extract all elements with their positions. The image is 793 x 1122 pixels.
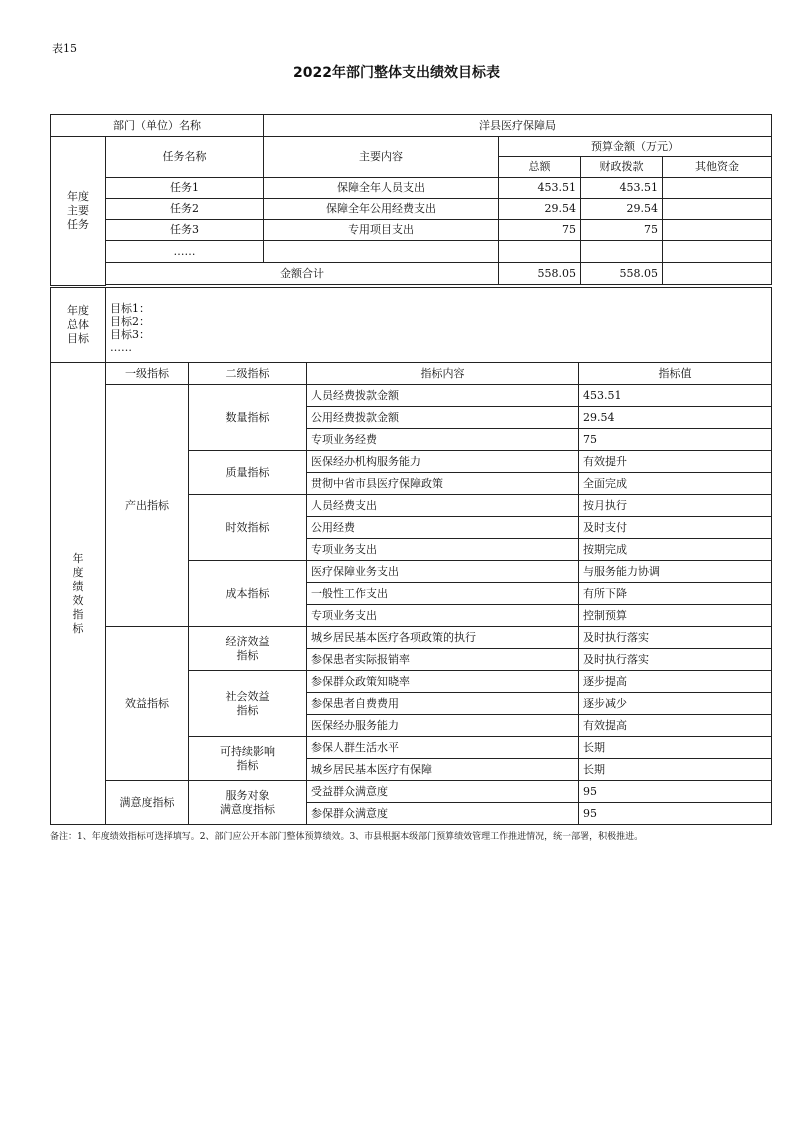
indicator-content: 城乡居民基本医疗各项政策的执行 [307,627,579,649]
indicator-content: 参保患者自费费用 [307,693,579,715]
level2-indicator: 质量指标 [189,451,307,495]
indicator-content: 专项业务支出 [307,605,579,627]
col-task-name: 任务名称 [106,137,264,178]
col-total: 总额 [499,157,581,178]
sum-other [663,263,772,285]
tasks-table [50,114,772,286]
indicator-content: 参保人群生活水平 [307,737,579,759]
indicator-value: 按月执行 [579,495,772,517]
indicator-value: 29.54 [579,407,772,429]
indicator-content: 医保经办机构服务能力 [307,451,579,473]
task-row: 任务2 保障全年公用经费支出 29.54 29.54 [51,199,772,220]
task-row: 任务3 专用项目支出 75 75 [51,220,772,241]
indicator-content: 专项业务支出 [307,539,579,561]
indicator-value: 95 [579,803,772,825]
indicator-content: 城乡居民基本医疗有保障 [307,759,579,781]
level1-indicator: 效益指标 [106,627,189,781]
indicator-row [51,781,772,803]
indicators-section-label: 年 度 绩 效 指 标 [51,363,106,825]
goals-section-label: 年度 总体 目标 [51,288,106,363]
indicator-value: 逐步减少 [579,693,772,715]
level2-indicator: 成本指标 [189,561,307,627]
level2-indicator: 数量指标 [189,385,307,451]
indicator-content: 公用经费拨款金额 [307,407,579,429]
indicator-content: 专项业务经费 [307,429,579,451]
indicator-content: 参保群众政策知晓率 [307,671,579,693]
indicator-content: 受益群众满意度 [307,781,579,803]
indicator-content: 人员经费拨款金额 [307,385,579,407]
indicators-table [50,362,772,825]
tasks-section-label: 年度 主要 任务 [51,137,106,286]
page-title: 2022年部门整体支出绩效目标表 [293,65,500,81]
col-other: 其他资金 [663,157,772,178]
indicator-value: 按期完成 [579,539,772,561]
indicator-value: 逐步提高 [579,671,772,693]
indicator-value: 全面完成 [579,473,772,495]
indicator-content: 人员经费支出 [307,495,579,517]
indicator-value: 及时执行落实 [579,649,772,671]
table-number-label: 表15 [52,42,77,55]
indicator-value: 及时执行落实 [579,627,772,649]
level2-indicator: 可持续影响 指标 [189,737,307,781]
indicator-content: 参保群众满意度 [307,803,579,825]
indicator-content: 医疗保障业务支出 [307,561,579,583]
sum-total: 558.05 [499,263,581,285]
indicator-value: 有效提高 [579,715,772,737]
task-row: …… [51,241,772,263]
goals-content: 目标1： 目标2： 目标3： …… [106,288,772,363]
goals-table [50,287,772,363]
col-budget: 预算金额（万元） [499,137,772,157]
level1-indicator: 产出指标 [106,385,189,627]
footnote: 备注：1、年度绩效指标可选择填写。2、部门应公开本部门整体预算绩效。3、市县根据本级部门预算绩效管理工作推进情况，统一部署，积极推进。 [50,832,644,842]
indicator-value: 453.51 [579,385,772,407]
level2-indicator: 社会效益 指标 [189,671,307,737]
indicator-content: 参保患者实际报销率 [307,649,579,671]
indicator-row [51,627,772,649]
indicator-value: 75 [579,429,772,451]
dept-value: 洋县医疗保障局 [264,115,772,137]
indicator-value: 控制预算 [579,605,772,627]
level2-indicator: 服务对象 满意度指标 [189,781,307,825]
indicator-content: 贯彻中省市县医疗保障政策 [307,473,579,495]
col-indicator-content: 指标内容 [307,363,579,385]
level2-indicator: 时效指标 [189,495,307,561]
indicator-value: 有所下降 [579,583,772,605]
col-main-content: 主要内容 [264,137,499,178]
sum-row [51,263,772,285]
level2-indicator: 经济效益 指标 [189,627,307,671]
indicator-content: 一般性工作支出 [307,583,579,605]
indicator-value: 95 [579,781,772,803]
col-indicator-value: 指标值 [579,363,772,385]
dept-row [51,115,772,137]
indicator-value: 及时支付 [579,517,772,539]
indicator-value: 长期 [579,759,772,781]
level1-indicator: 满意度指标 [106,781,189,825]
col-level2: 二级指标 [189,363,307,385]
sum-fiscal: 558.05 [581,263,663,285]
indicator-value: 长期 [579,737,772,759]
col-level1: 一级指标 [106,363,189,385]
dept-label: 部门（单位）名称 [51,115,264,137]
task-row: 任务1 保障全年人员支出 453.51 453.51 [51,178,772,199]
indicator-value: 有效提升 [579,451,772,473]
col-fiscal: 财政拨款 [581,157,663,178]
indicator-content: 公用经费 [307,517,579,539]
indicator-content: 医保经办服务能力 [307,715,579,737]
indicator-value: 与服务能力协调 [579,561,772,583]
sum-label: 金额合计 [106,263,499,285]
indicator-row [51,385,772,407]
